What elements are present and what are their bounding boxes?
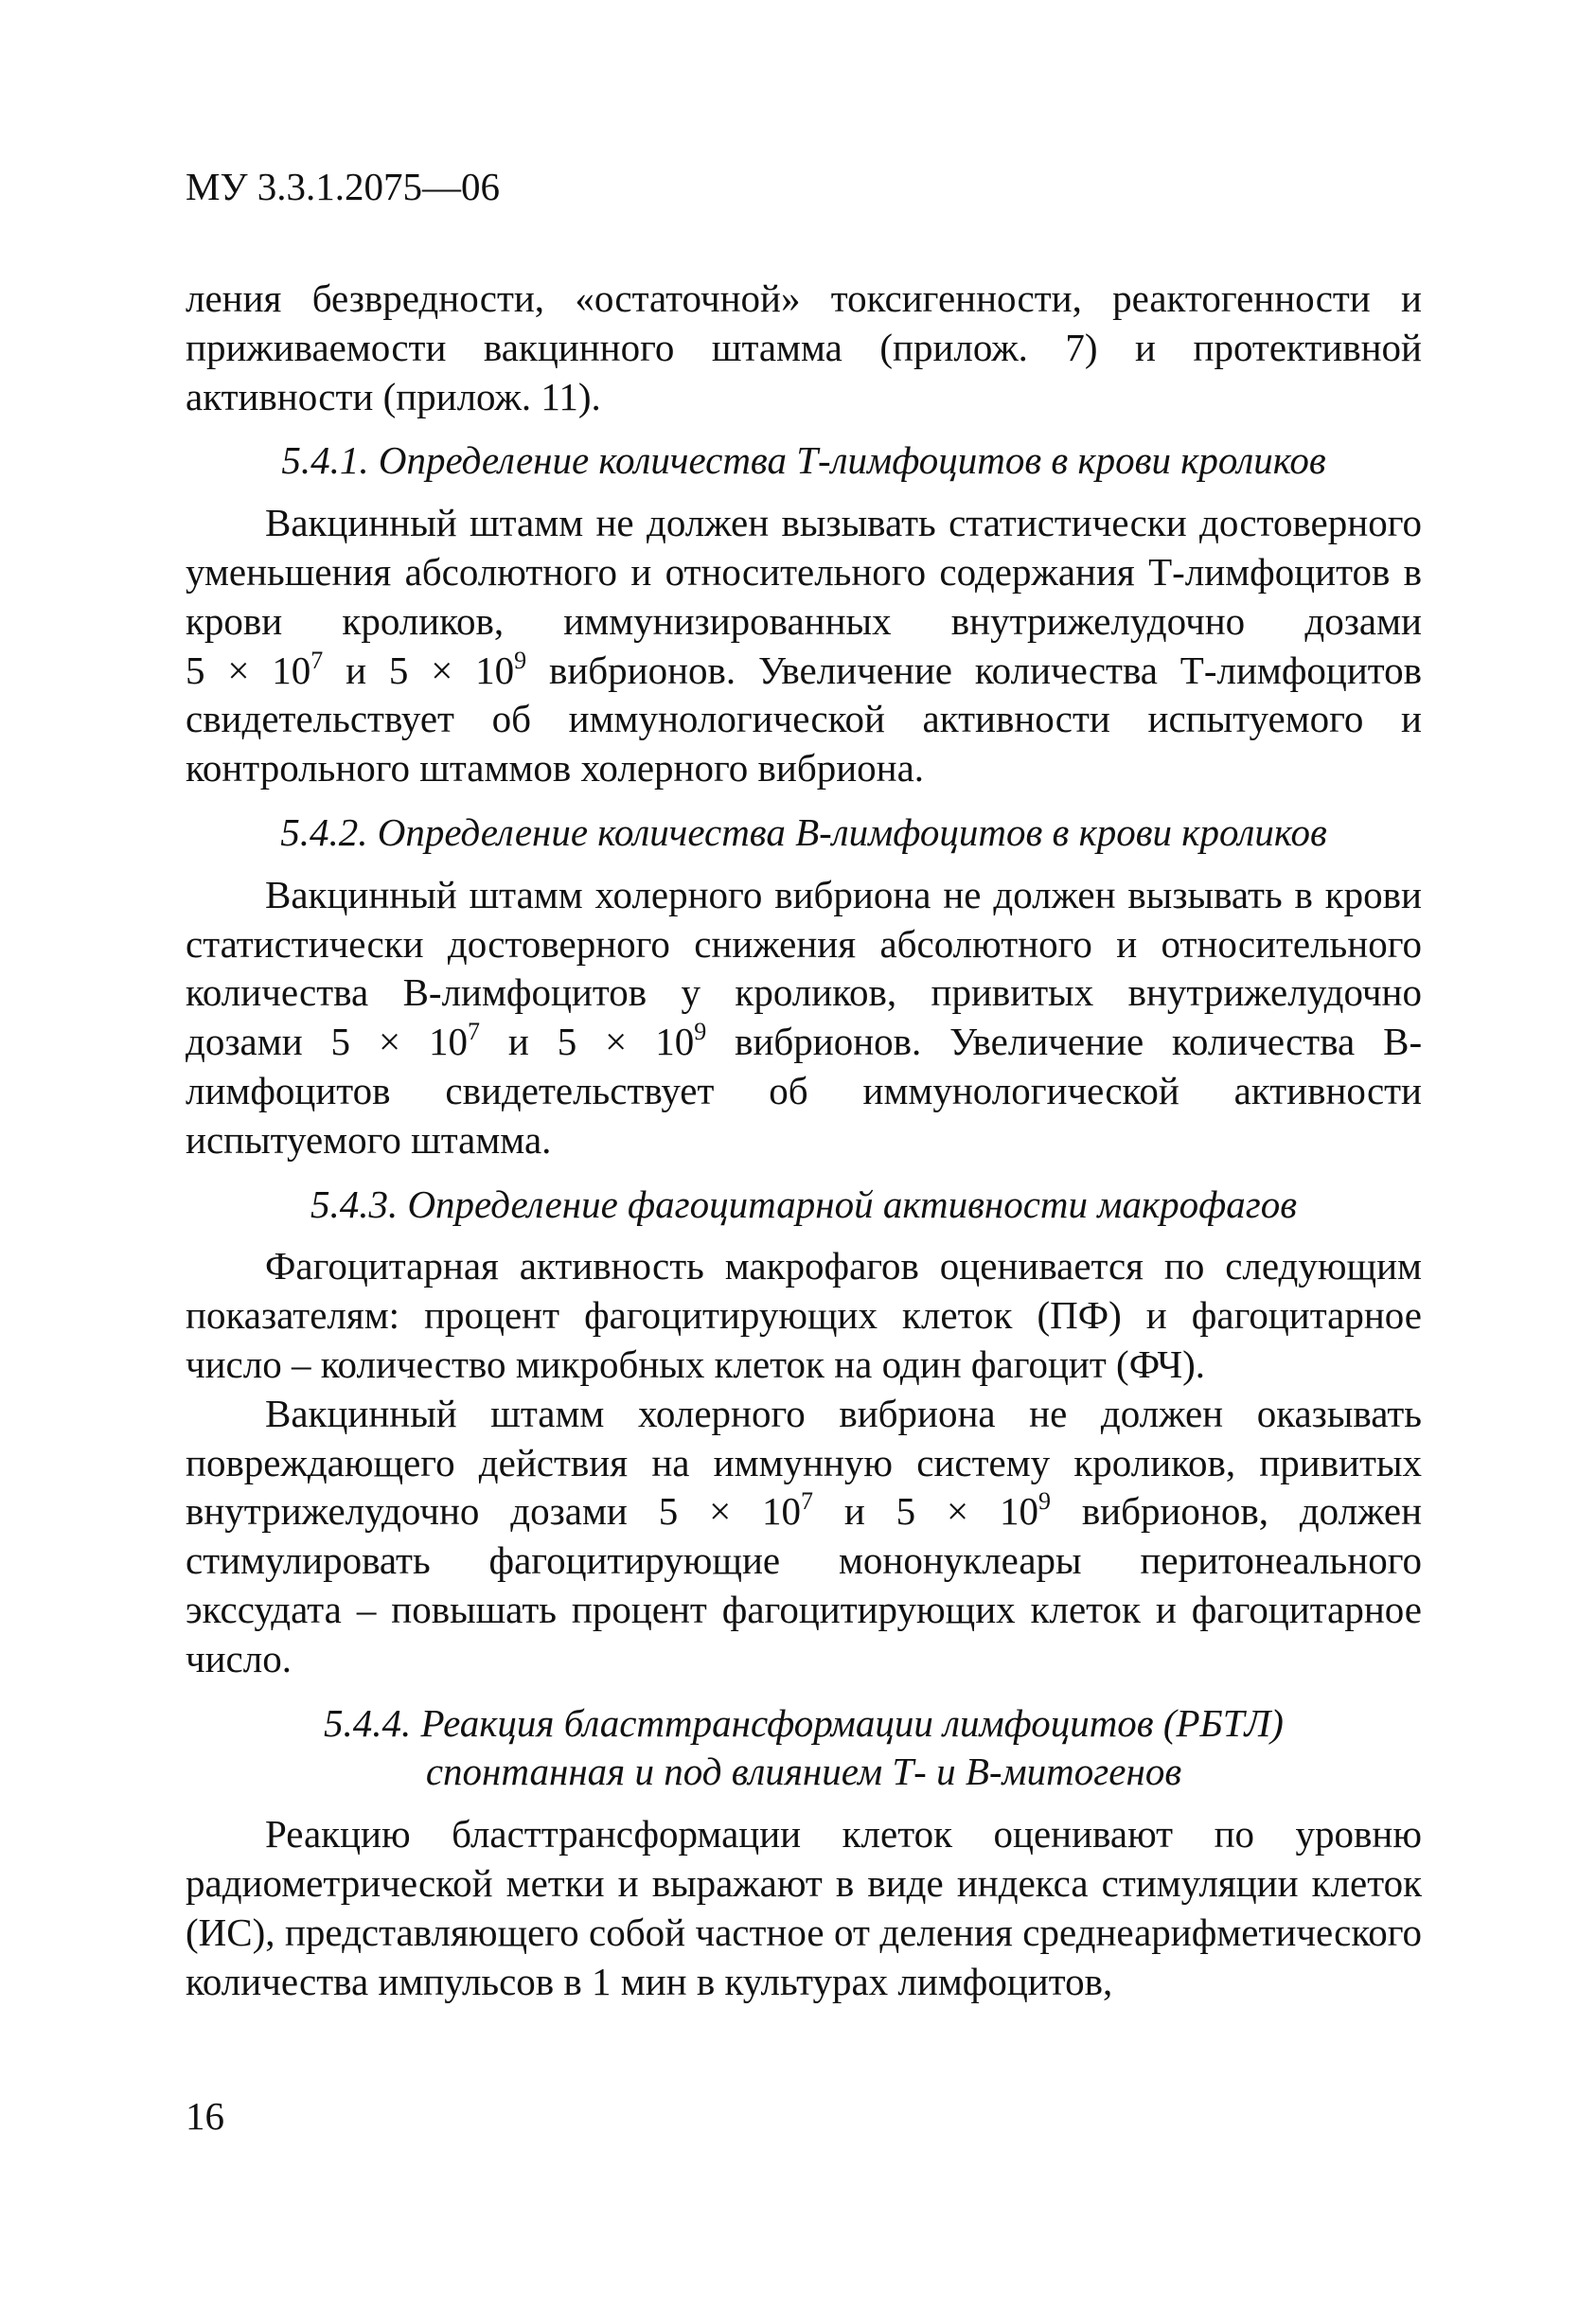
intro-paragraph: ления безвредности, «остаточной» токсигенности, реактогенности и приживаемости вакцинного штамма (прилож. 7) и протективной активности (прилож. 11). [186, 276, 1422, 418]
paragraph-5-4-3-b-start: Вакцинный штамм холерного вибриона не должен оказывать повреждающего действия на иммунную систему кроликов, привитых внутрижелудочно дозами [186, 1391, 1422, 1534]
paragraph-5-4-1-start: Вакцинный штамм не должен вызывать статистически достоверного уменьшения абсолютного и относительного содержания Т-лимфоцитов в крови кроликов, иммунизированных внутрижелудочно дозами [186, 501, 1422, 643]
dose-formula: $5 \times 10^7$ и $5 \times 10^9$ [658, 1487, 1051, 1534]
document-code-header: МУ 3.3.1.2075—06 [186, 165, 500, 208]
section-title-5-4-4-line-2: спонтанная и под влиянием Т- и В-митогенов [425, 1750, 1182, 1794]
paragraph-5-4-1 [186, 499, 1422, 793]
section-title-5-4-2: 5.4.2. Определение количества В-лимфоцитов в крови кроликов [280, 809, 1327, 854]
paragraph-5-4-4: Реакцию бласттрансформации клеток оценивают по уровню радиометрической метки и выражают в виде индекса стимуляции клеток (ИС), представляющего собой частное от деления среднеарифметического количества импульсов в 1 мин в культурах лимфоцитов, [186, 1812, 1422, 2003]
section-title-5-4-4-line-1: 5.4.4. Реакция бласттрансформации лимфоцитов (РБТЛ) [324, 1700, 1284, 1745]
paragraph-5-4-2-start: Вакцинный штамм холерного вибриона не должен вызывать в крови статистически достоверного снижения абсолютного и относительного количества В-лимфоцитов у кроликов, привитых внутрижелудочно дозами [186, 872, 1422, 1064]
document-body [186, 275, 1422, 2006]
paragraph-5-4-2 [186, 871, 1422, 1165]
paragraph-5-4-3-b [186, 1390, 1422, 1684]
paragraph-5-4-1-end: вибрионов. Увеличение количества Т-лимфоцитов свидетельствует об иммунологической активности испытуемого и контрольного штаммов холерного вибриона. [186, 648, 1423, 791]
section-title-5-4-4 [186, 1699, 1422, 1798]
section-title-5-4-3: 5.4.3. Определение фагоцитарной активности макрофагов [310, 1182, 1298, 1226]
dose-formula: $5 \times 10^7$ и $5 \times 10^9$ [330, 1018, 707, 1064]
page-number: 16 [186, 2094, 224, 2138]
section-title-5-4-1: 5.4.1. Определение количества Т-лимфоцитов в крови кроликов [281, 438, 1326, 483]
paragraph-5-4-3-b-end: вибрионов, должен стимулировать фагоцитирующие мононуклеары перитонеального экссудата – повышать процент фагоцитирующих клеток и фагоцитарное число. [186, 1489, 1423, 1680]
paragraph-5-4-2-end: вибрионов. Увеличение количества В-лимфоцитов свидетельствует об иммунологической активности испытуемого штамма. [186, 1020, 1423, 1162]
dose-formula: $5 \times 10^7$ и $5 \times 10^9$ [186, 646, 527, 692]
paragraph-5-4-3-a: Фагоцитарная активность макрофагов оценивается по следующим показателям: процент фагоцитирующих клеток (ПФ) и фагоцитарное число – количество микробных клеток на один фагоцит (ФЧ). [186, 1244, 1422, 1386]
